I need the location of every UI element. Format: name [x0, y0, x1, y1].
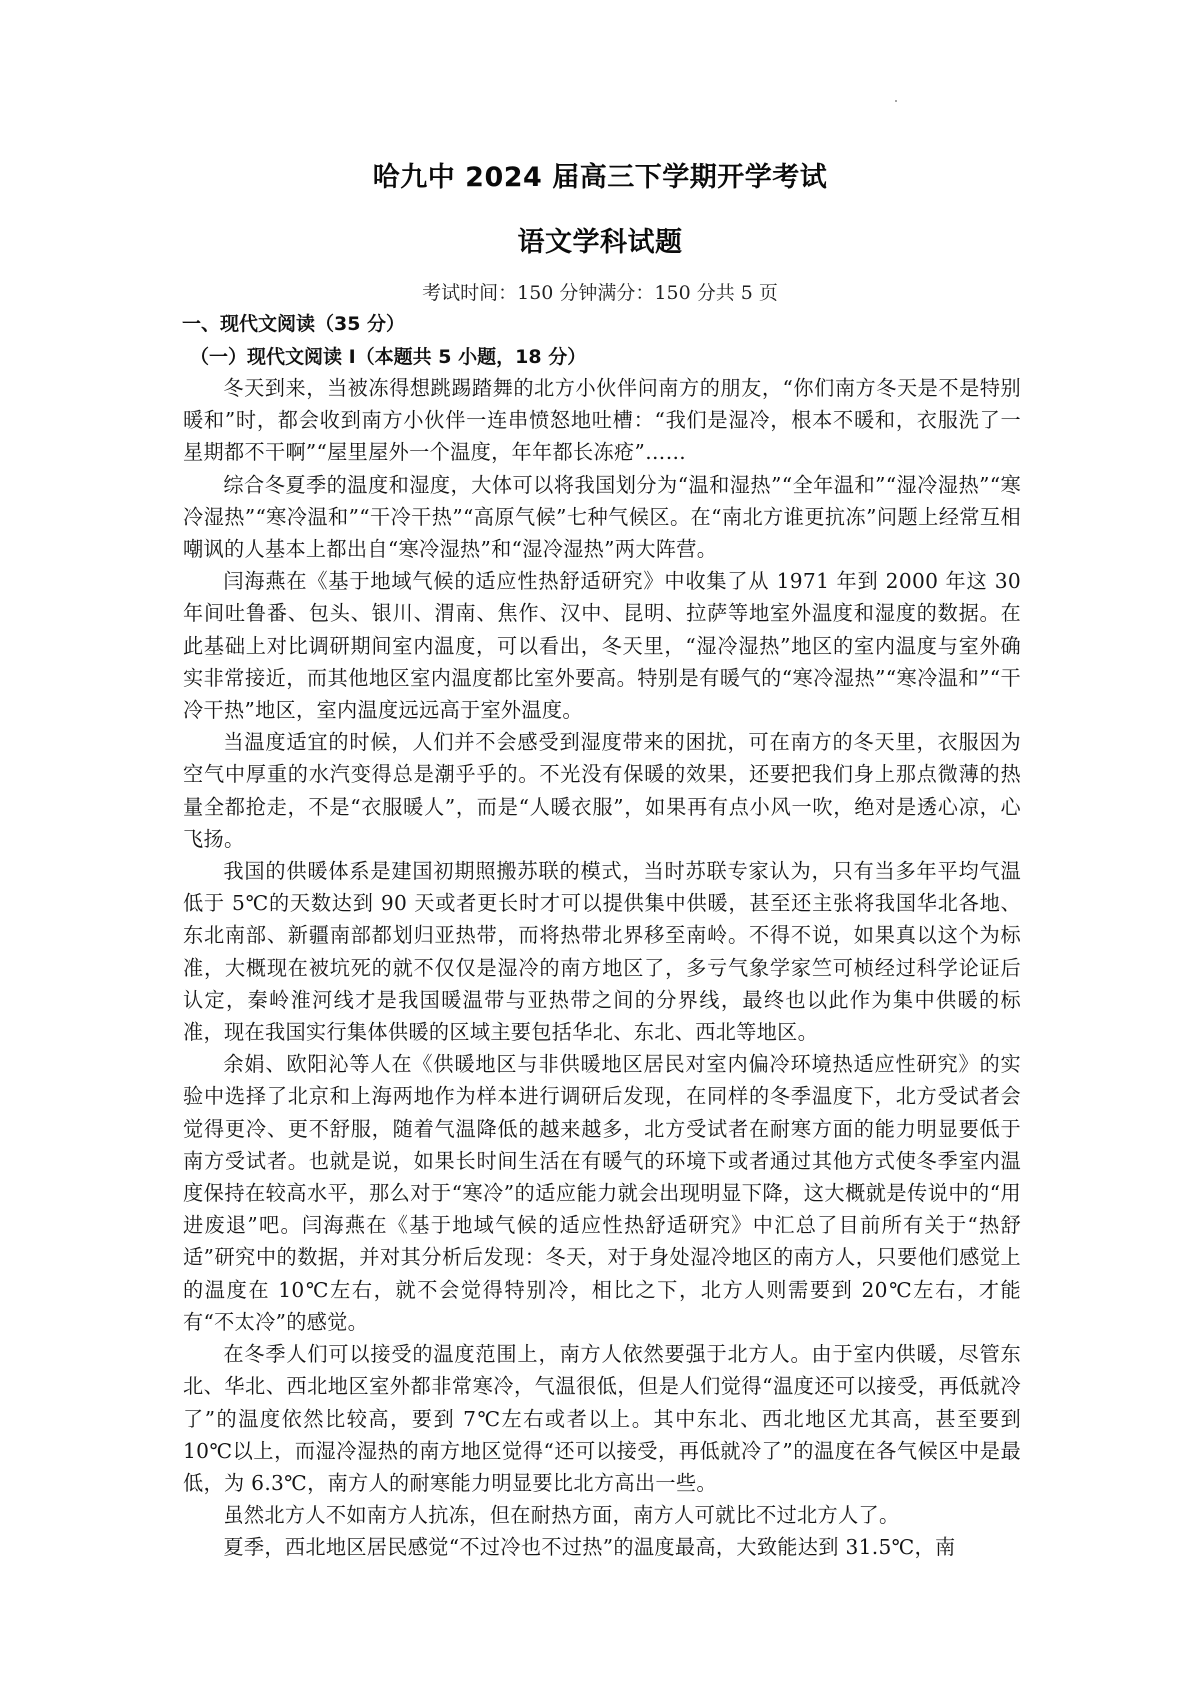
passage-paragraph: 综合冬夏季的温度和湿度，大体可以将我国划分为“温和湿热”“全年温和”“湿冷湿热”“寒冷湿热”“寒冷温和”“干冷干热”“高原气候”七种气候区。在“南北方谁更抗冻”问题上经常互相嘲讽的人基本上都出自“寒冷湿热”和“湿冷湿热”两大阵营。	[183, 472, 1021, 562]
passage-paragraph: 夏季，西北地区居民感觉“不过冷也不过热”的温度最高，大致能达到 31.5℃，南	[223, 1535, 956, 1560]
section-heading-reading-1: （一）现代文阅读 I（本题共 5 小题，18 分）	[190, 346, 587, 368]
passage-paragraph: 在冬季人们可以接受的温度范围上，南方人依然要强于北方人。由于室内供暖，尽管东北、华北、西北地区室外都非常寒冷，气温很低，但是人们觉得“温度还可以接受，再低就冷了”的温度依然比较高，要到 7℃左右或者以上。其中东北、西北地区尤其高，甚至要到 10℃以上，而湿冷湿热的南方地区觉得“还可以接受，再低就冷了”的温度在各气候区中是最低，为 6.3℃，南方人的耐寒能力明显要比北方高出一些。	[183, 1342, 1021, 1495]
passage-paragraph: 当温度适宜的时候，人们并不会感受到湿度带来的困扰，可在南方的冬天里，衣服因为空气中厚重的水汽变得总是潮乎乎的。不光没有保暖的效果，还要把我们身上那点微薄的热量全都抢走，不是“衣服暖人”，而是“人暖衣服”，如果再有点小风一吹，绝对是透心凉，心飞扬。	[183, 730, 1021, 851]
exam-title: 哈九中 2024 届高三下学期开学考试	[372, 162, 828, 193]
scan-speck	[895, 100, 897, 102]
passage-paragraph: 冬天到来，当被冻得想跳踢踏舞的北方小伙伴问南方的朋友，“你们南方冬天是不是特别暖和”时，都会收到南方小伙伴一连串愤怒地吐槽：“我们是湿冷，根本不暖和，衣服洗了一星期都不干啊”“屋里屋外一个温度，年年都长冻疮”……	[183, 376, 1021, 465]
passage-paragraph: 我国的供暖体系是建国初期照搬苏联的模式，当时苏联专家认为，只有当多年平均气温低于 5℃的天数达到 90 天或者更长时才可以提供集中供暖，甚至还主张将我国华北各地、东北南部、新疆南部都划归亚热带，而将热带北界移至南岭。不得不说，如果真以这个为标准，大概现在被坑死的就不仅仅是湿冷的南方地区了，多亏气象学家竺可桢经过科学论证后认定，秦岭淮河线才是我国暖温带与亚热带之间的分界线，最终也以此作为集中供暖的标准，现在我国实行集体供暖的区域主要包括华北、东北、西北等地区。	[183, 859, 1021, 1045]
exam-info-line: 考试时间：150 分钟满分：150 分共 5 页	[422, 282, 778, 304]
section-heading-part1: 一、现代文阅读（35 分）	[182, 313, 406, 335]
reading-passage	[183, 372, 1021, 1564]
passage-paragraph: 闫海燕在《基于地域气候的适应性热舒适研究》中收集了从 1971 年到 2000 年这 30 年间吐鲁番、包头、银川、渭南、焦作、汉中、昆明、拉萨等地室外温度和湿度的数据。在此基础上对比调研期间室内温度，可以看出，冬天里，“湿冷湿热”地区的室内温度与室外确实非常接近，而其他地区室内温度都比室外要高。特别是有暖气的“寒冷湿热”“寒冷温和”“干冷干热”地区，室内温度远远高于室外温度。	[183, 569, 1021, 723]
subject-title: 语文学科试题	[517, 227, 683, 258]
passage-paragraph: 余娟、欧阳沁等人在《供暖地区与非供暖地区居民对室内偏冷环境热适应性研究》的实验中选择了北京和上海两地作为样本进行调研后发现，在同样的冬季温度下，北方受试者会觉得更冷、更不舒服，随着气温降低的越来越多，北方受试者在耐寒方面的能力明显要低于南方受试者。也就是说，如果长时间生活在有暖气的环境下或者通过其他方式使冬季室内温度保持在较高水平，那么对于“寒冷”的适应能力就会出现明显下降，这大概就是传说中的“用进废退”吧。闫海燕在《基于地域气候的适应性热舒适研究》中汇总了目前所有关于“热舒适”研究中的数据，并对其分析后发现：冬天，对于身处湿冷地区的南方人，只要他们感觉上的温度在 10℃左右，就不会觉得特别冷，相比之下，北方人则需要到 20℃左右，才能有“不太冷”的感觉。	[183, 1052, 1021, 1334]
passage-paragraph: 虽然北方人不如南方人抗冻，但在耐热方面，南方人可就比不过北方人了。	[223, 1503, 900, 1528]
